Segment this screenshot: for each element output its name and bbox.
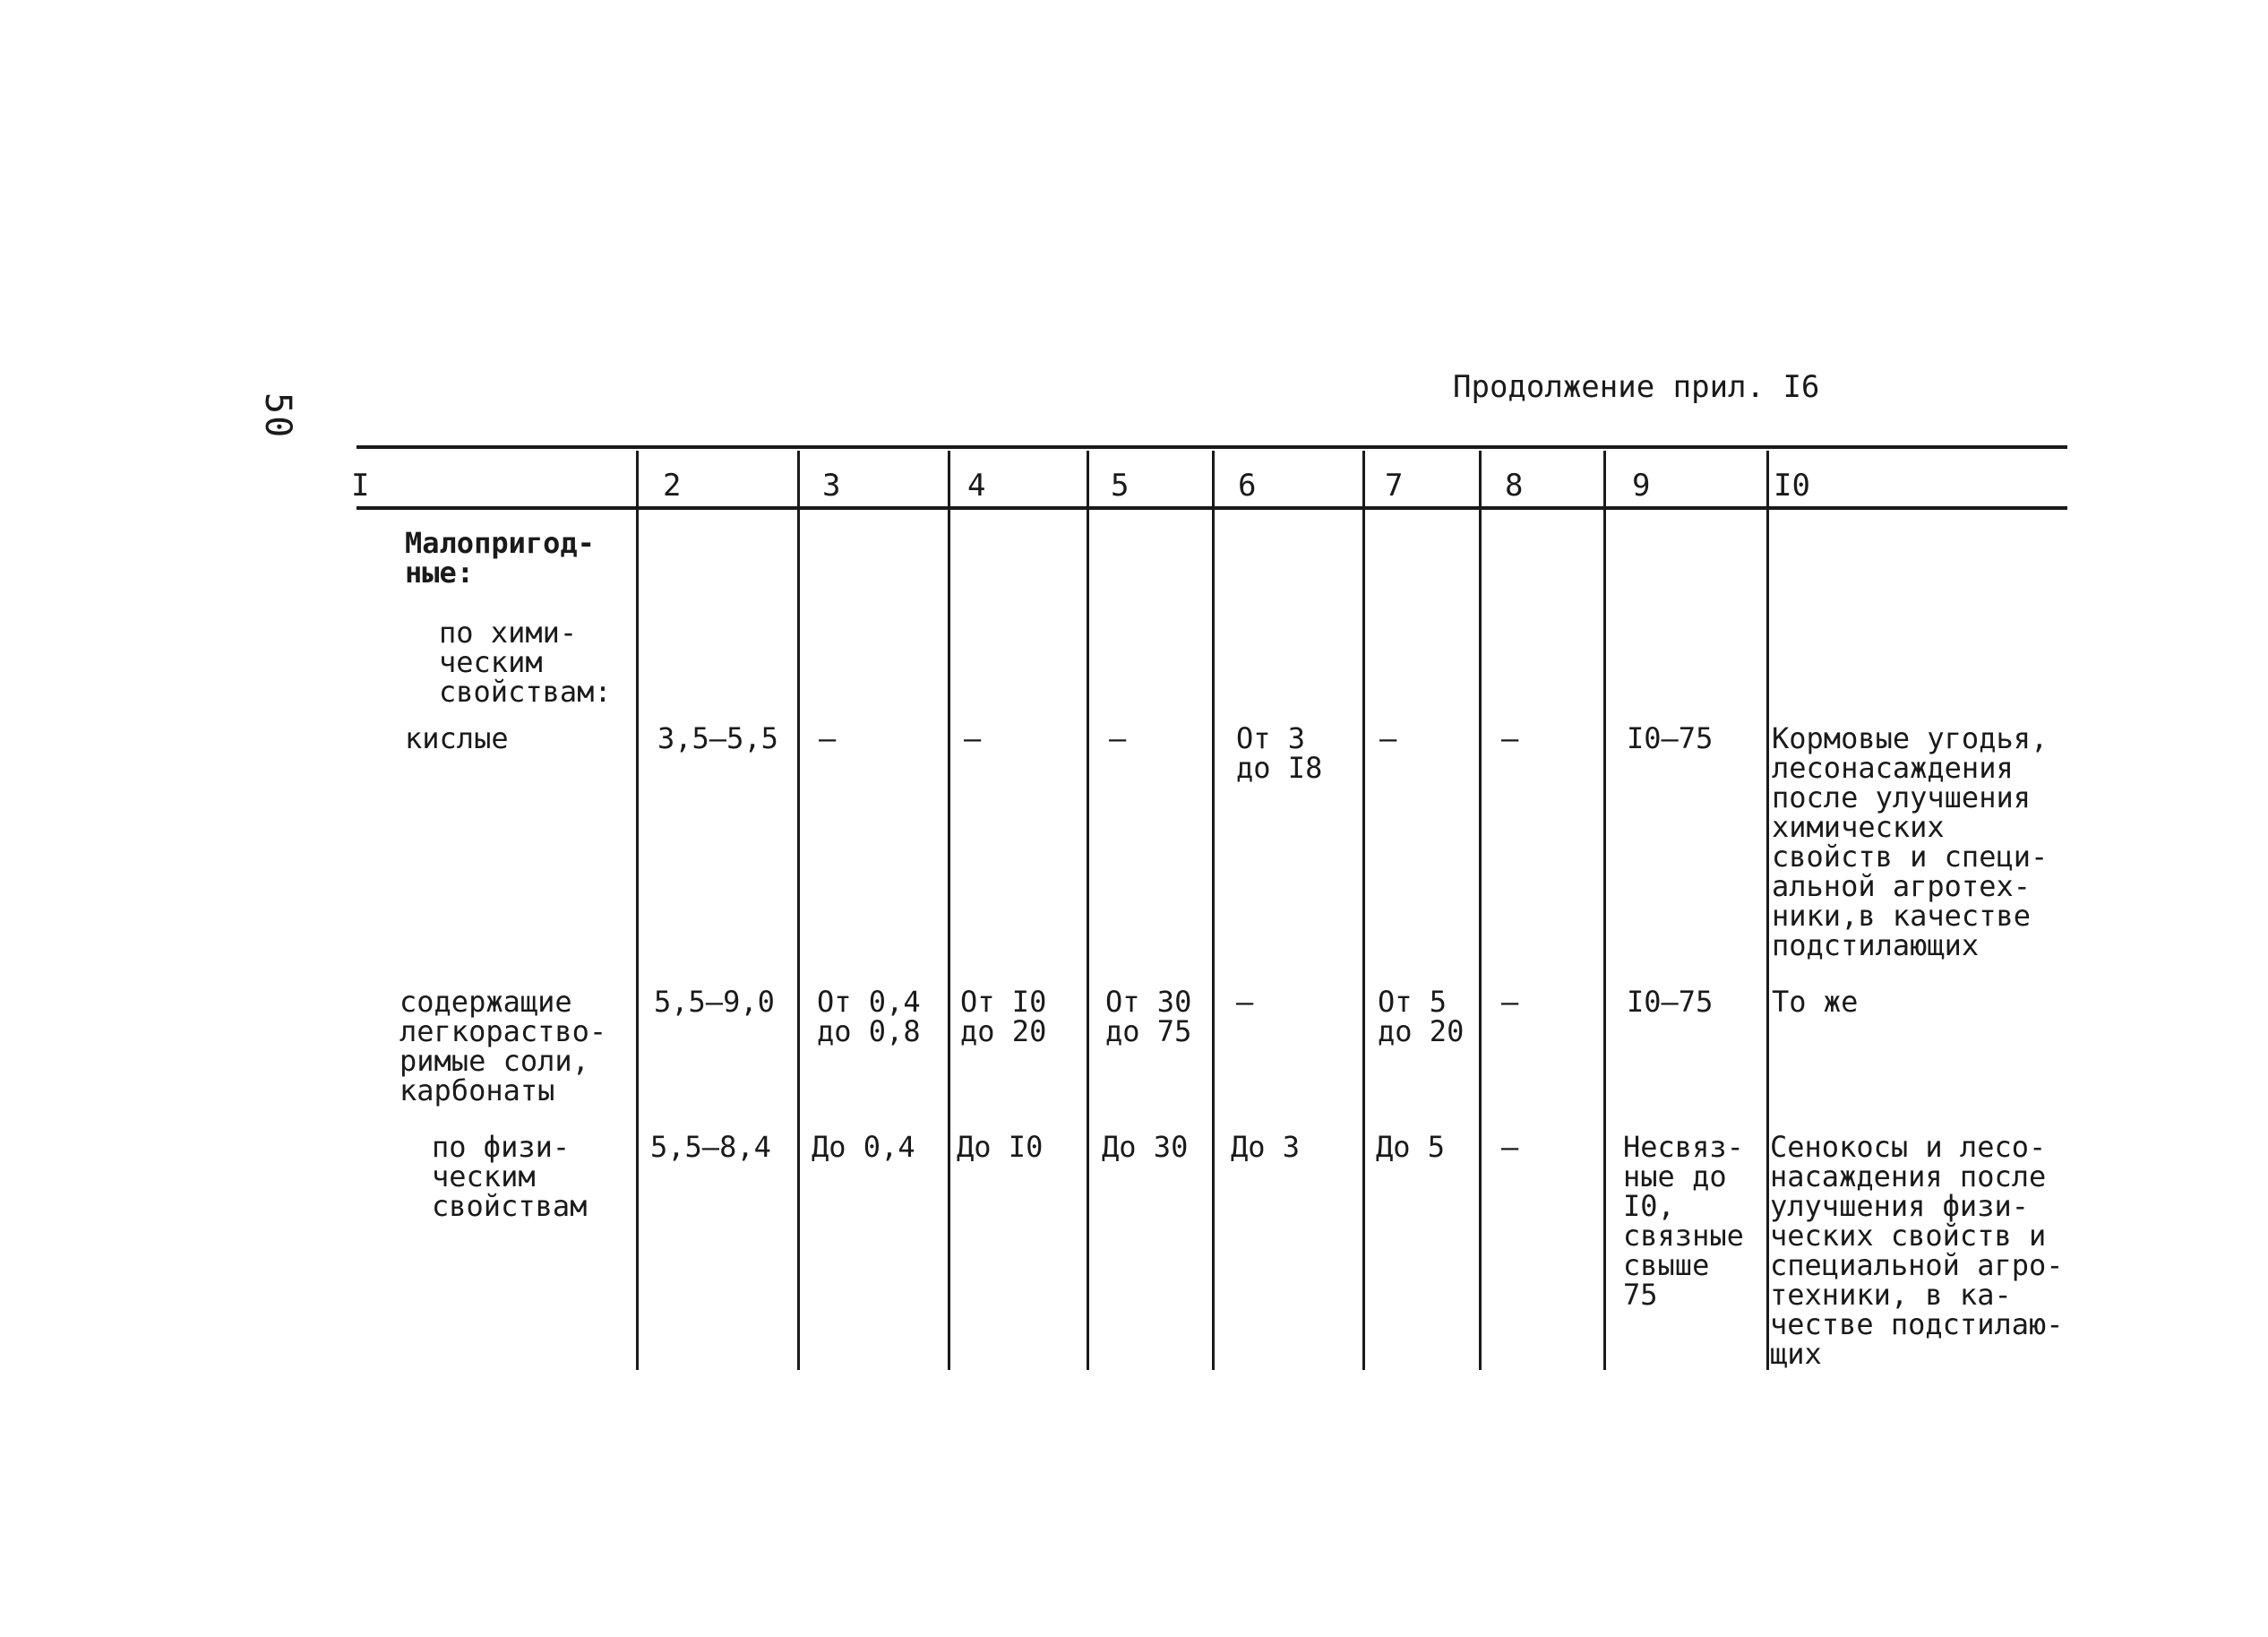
column-number: 4: [967, 468, 986, 504]
table-cell: –: [1501, 1130, 1519, 1164]
column-divider: [636, 451, 639, 1370]
column-divider: [1479, 451, 1482, 1370]
column-divider: [797, 451, 800, 1370]
table-cell: От 3 до I8: [1236, 721, 1323, 785]
table-cell: От 30 до 75: [1105, 985, 1192, 1048]
table-cell: 5,5–8,4: [650, 1130, 771, 1164]
subsection-title: по хими- ческим свойствам:: [439, 616, 612, 709]
table-cell: Несвяз- ные до I0, связные свыше 75: [1623, 1130, 1744, 1312]
table-cell: До 3: [1231, 1130, 1301, 1164]
table-cell: До 0,4: [812, 1130, 915, 1164]
table-cell: –: [1501, 721, 1519, 755]
column-divider: [1603, 451, 1606, 1370]
table-cell: Сенокосы и лесо- насаждения после улучшения физи- ческих свойств и специальной агро- техники, в ка- честве подстилаю- щих: [1770, 1130, 2064, 1371]
section-title: Малопригод- ные:: [405, 526, 595, 590]
column-number: I: [351, 468, 370, 504]
table-cell: Кормовые угодья, лесонасаждения после улучшения химических свойств и специ- альной агротех- ники,в качестве подстилающих: [1772, 721, 2049, 962]
table-cell: От 5 до 20: [1378, 985, 1465, 1048]
column-divider: [1087, 451, 1089, 1370]
column-divider: [948, 451, 950, 1370]
table-cell: До 30: [1102, 1130, 1189, 1164]
row-label: содержащие легкораство- римые соли, карбонаты: [399, 985, 607, 1107]
table-cell: От I0 до 20: [960, 985, 1047, 1048]
column-number: 2: [663, 468, 682, 504]
column-number: 9: [1632, 468, 1651, 504]
table-cell: I0–75: [1627, 721, 1714, 755]
table-cell: –: [1109, 721, 1127, 755]
continuation-header: Продолжение прил. I6: [1453, 369, 1820, 405]
row-label: кислые: [405, 721, 509, 755]
table-cell: То же: [1772, 985, 1859, 1019]
table-cell: 3,5–5,5: [657, 721, 778, 755]
table-cell: –: [819, 721, 837, 755]
table-cell: До I0: [957, 1130, 1044, 1164]
page-number: 50: [257, 392, 298, 440]
table-cell: –: [1236, 985, 1254, 1019]
table-cell: 5,5–9,0: [654, 985, 775, 1019]
column-number: 6: [1238, 468, 1257, 504]
table-top-rule: [357, 445, 2067, 449]
table-cell: I0–75: [1627, 985, 1714, 1019]
column-divider: [1766, 451, 1769, 1370]
column-divider: [1362, 451, 1365, 1370]
table-cell: –: [1501, 985, 1519, 1019]
column-divider: [1212, 451, 1215, 1370]
row-label: по физи- ческим свойствам: [432, 1130, 588, 1223]
column-number: I0: [1774, 468, 1810, 504]
column-number: 5: [1111, 468, 1130, 504]
table-cell: –: [964, 721, 982, 755]
column-number: 7: [1385, 468, 1404, 504]
column-number: 3: [822, 468, 841, 504]
table-cell: От 0,4 до 0,8: [817, 985, 921, 1048]
column-number: 8: [1505, 468, 1524, 504]
table-cell: До 5: [1376, 1130, 1446, 1164]
table-cell: –: [1379, 721, 1397, 755]
